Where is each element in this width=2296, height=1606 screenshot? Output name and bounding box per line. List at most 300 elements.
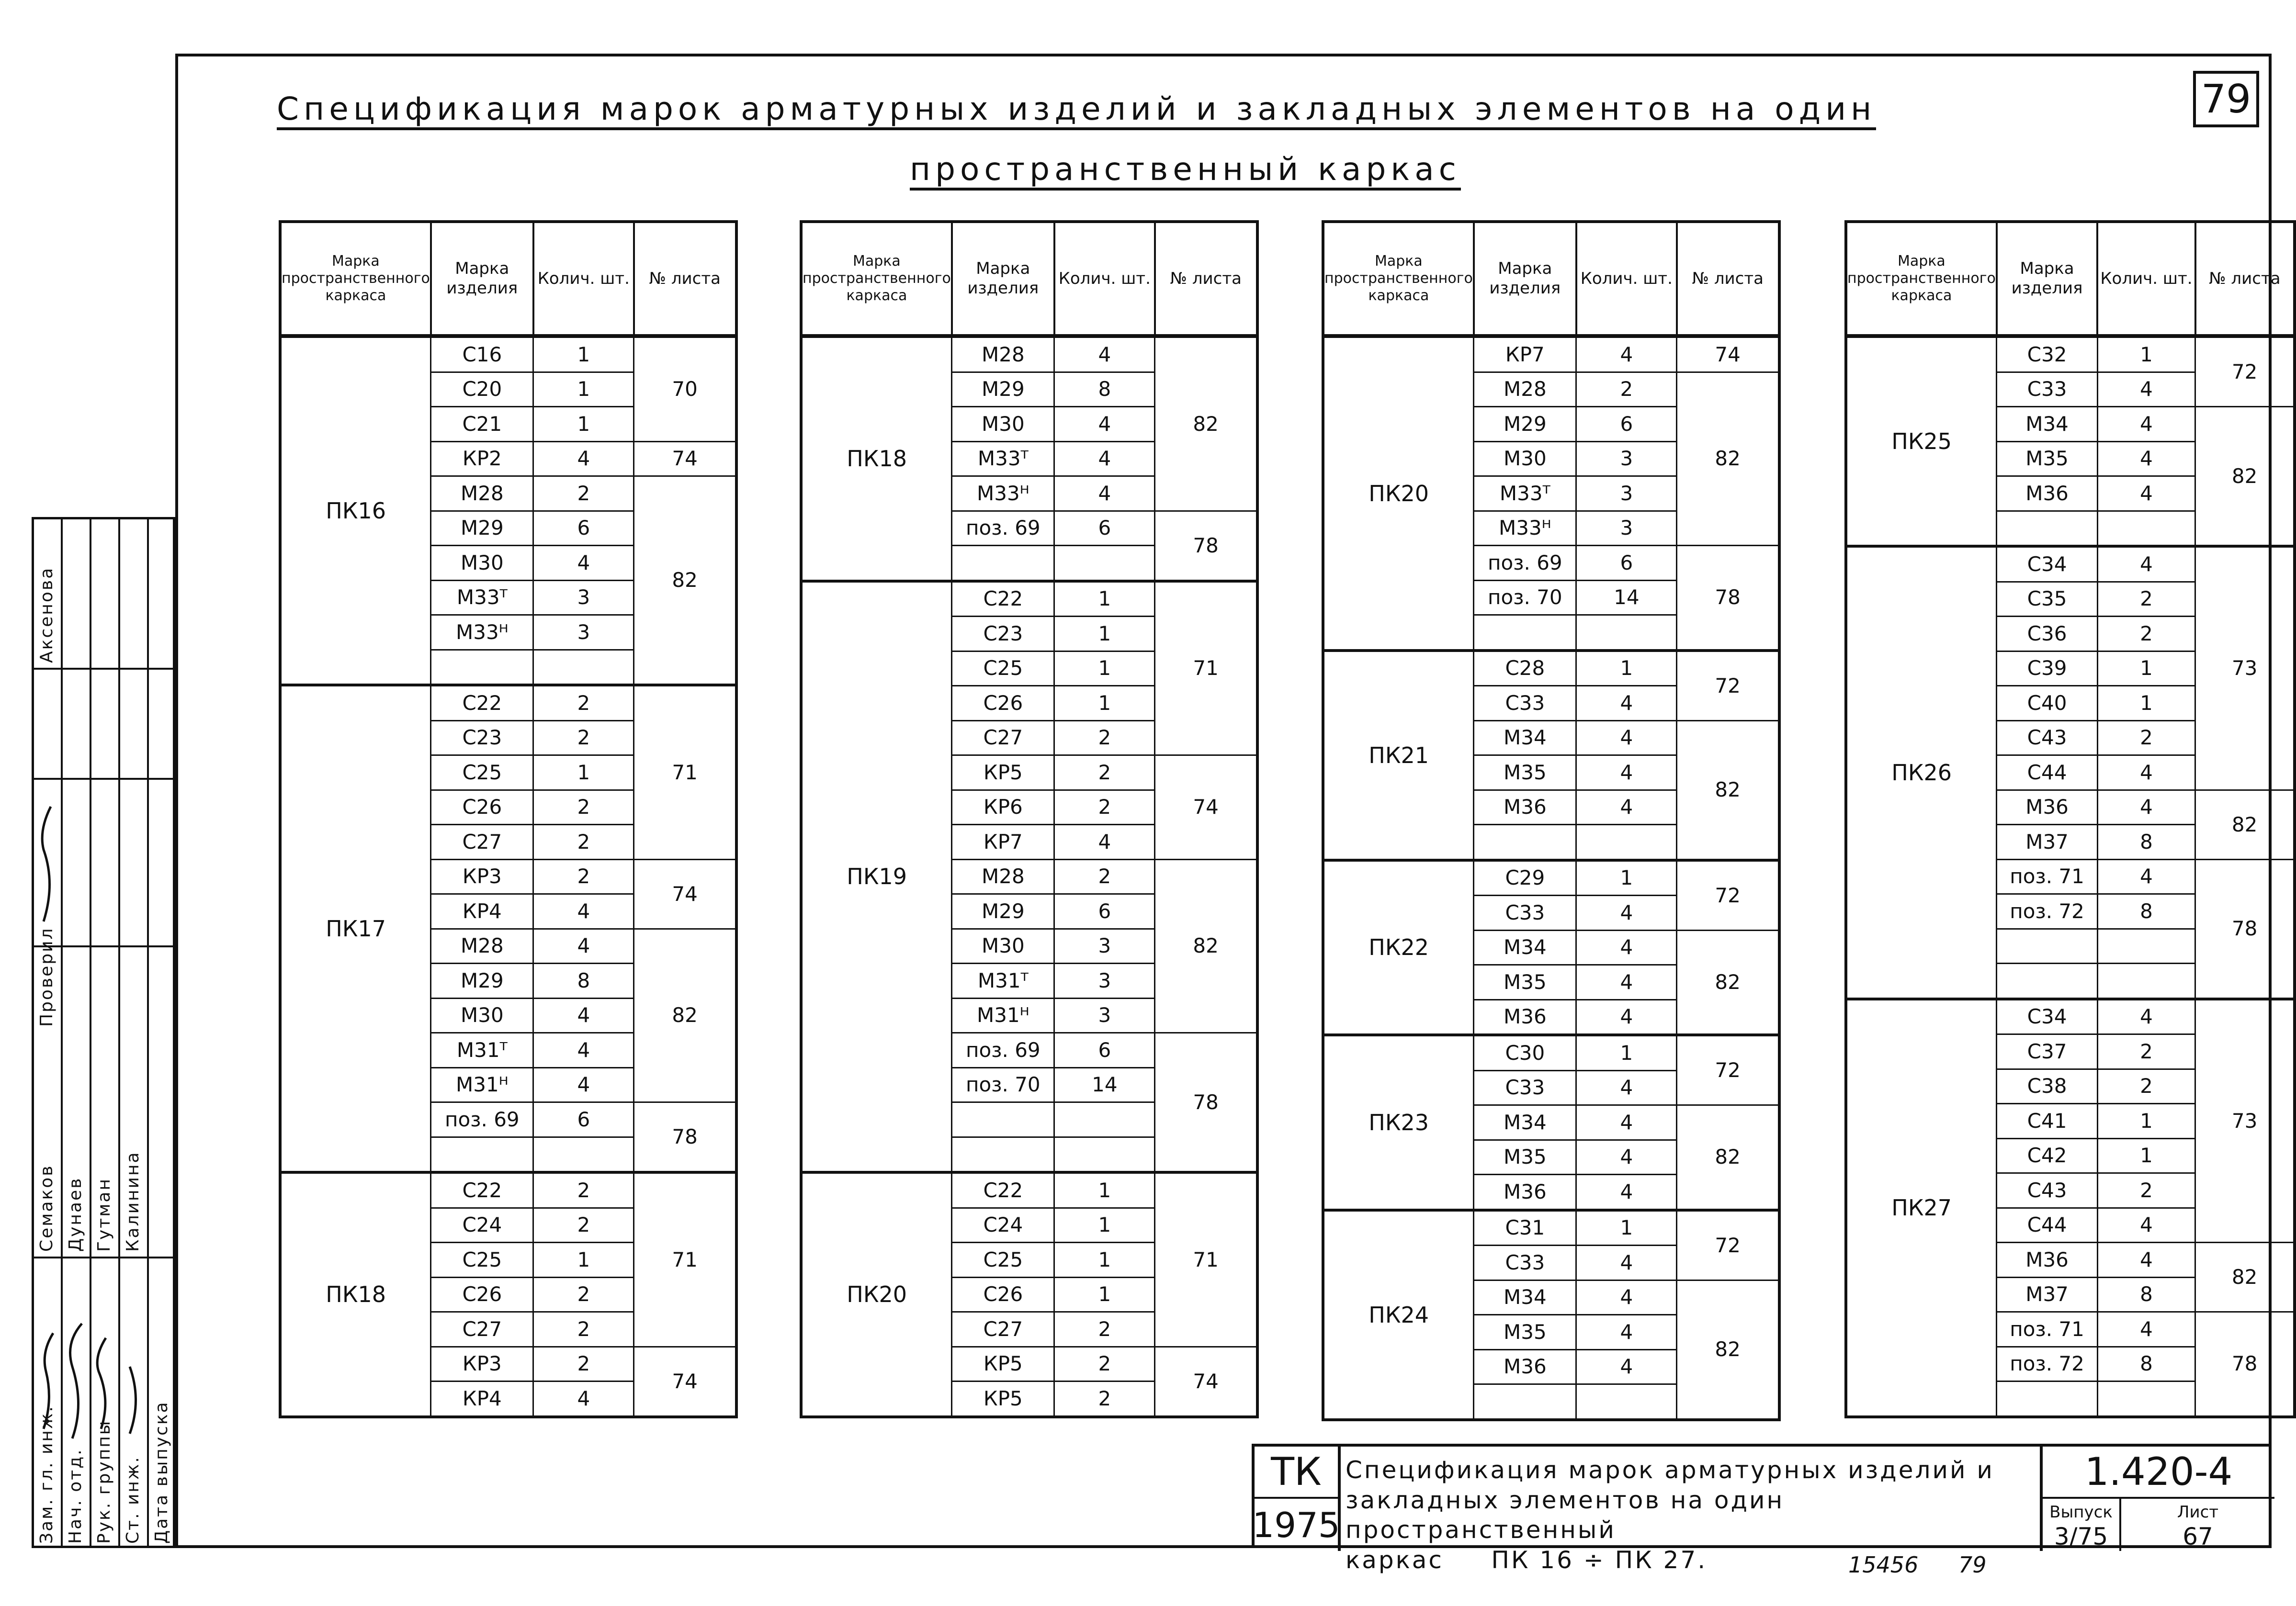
stamp-year: 1975 [1255,1499,1341,1551]
spec-table-2 [1322,220,1781,1421]
item-mark-cell [431,650,533,685]
quantity-cell: 2 [533,859,634,894]
table-row [1846,546,2295,582]
item-mark-cell: КР5 [952,1347,1054,1381]
table-row [1323,336,1779,372]
sheet-number-cell: 71 [1155,1172,1257,1347]
quantity-cell: 4 [1576,1140,1677,1175]
quantity-cell: 3 [1054,964,1155,999]
quantity-cell: 4 [1576,1349,1677,1384]
header-col3: № листа [634,222,736,336]
item-mark-cell: поз. 69 [952,1033,1054,1068]
item-mark-cell: М28 [431,929,533,964]
quantity-cell: 1 [1054,617,1155,651]
item-mark-cell: М29 [431,511,533,546]
item-mark-cell: С37 [1997,1034,2097,1069]
quantity-cell: 8 [2097,825,2195,860]
stamp-text-line-1: Спецификация марок арматурных изделий и [1346,1456,1994,1484]
item-mark-cell: М31ᴴ [431,1067,533,1102]
title-line-1: Спецификация марок арматурных изделий и закладных элементов на один [277,91,1876,130]
quantity-cell: 1 [1054,1208,1155,1243]
item-mark-cell: М33ᵀ [431,580,533,615]
item-mark-cell [1997,1381,2097,1417]
item-mark-cell: С34 [1997,999,2097,1034]
quantity-cell: 3 [1576,511,1677,546]
quantity-cell: 4 [1576,1280,1677,1315]
header-col2: Колич. шт. [1576,222,1677,336]
sheet-number-cell: 82 [1677,930,1779,1035]
item-mark-cell: С33 [1474,896,1576,931]
item-mark-cell: С38 [1997,1069,2097,1104]
item-mark-cell: С24 [431,1208,533,1243]
quantity-cell [2097,964,2195,999]
item-mark-cell: С22 [431,1172,533,1208]
item-mark-cell [952,1137,1054,1172]
header-col0: Марка пространственного каркаса [1323,222,1474,336]
frame-mark-cell: ПК18 [801,336,952,581]
item-mark-cell: М35 [1474,755,1576,790]
stamp-issue [2040,1499,2121,1551]
item-mark-cell: М29 [952,372,1054,407]
quantity-cell: 8 [1054,372,1155,407]
sheet-number-cell: 78 [634,1102,736,1173]
item-mark-cell: С25 [431,1243,533,1278]
quantity-cell: 2 [533,1347,634,1381]
quantity-cell [1054,546,1155,581]
quantity-cell: 1 [533,755,634,790]
frame-mark-cell: ПК19 [801,581,952,1173]
quantity-cell: 2 [2097,1173,2195,1208]
quantity-cell: 6 [1054,894,1155,929]
item-mark-cell: С26 [431,790,533,825]
sheet-number-cell: 82 [2195,1243,2295,1312]
quantity-cell: 6 [1576,407,1677,442]
sheet-number-cell: 82 [634,929,736,1102]
quantity-cell: 1 [2097,336,2195,372]
quantity-cell: 4 [533,1033,634,1068]
item-mark-cell: М35 [1474,1140,1576,1175]
sheet-number-cell: 82 [2195,790,2295,859]
header-col2: Колич. шт. [1054,222,1155,336]
item-mark-cell: С40 [1997,686,2097,721]
quantity-cell: 8 [2097,894,2195,929]
quantity-cell: 3 [1576,476,1677,511]
item-mark-cell: С25 [431,755,533,790]
item-mark-cell [1474,1384,1576,1420]
quantity-cell: 3 [533,580,634,615]
item-mark-cell: поз. 69 [1474,546,1576,581]
table-row [280,336,736,372]
item-mark-cell: С31 [1474,1210,1576,1246]
quantity-cell: 4 [1576,686,1677,721]
quantity-cell: 2 [533,1172,634,1208]
quantity-cell [533,650,634,685]
sheet-number-cell: 74 [1677,336,1779,372]
quantity-cell: 4 [1576,336,1677,372]
item-mark-cell: С16 [431,336,533,372]
frame-mark-cell: ПК20 [1323,336,1474,651]
table-row [1323,860,1779,896]
quantity-cell: 1 [2097,1138,2195,1173]
item-mark-cell: М36 [1997,476,2097,511]
sheet-number-cell: 72 [2195,336,2295,407]
item-mark-cell: М29 [431,964,533,999]
sheet-number-cell: 71 [634,685,736,859]
handwritten-signatures-icon [34,519,173,1549]
quantity-cell: 4 [2097,372,2195,407]
quantity-cell: 1 [2097,1104,2195,1139]
quantity-cell: 4 [2097,755,2195,790]
item-mark-cell: С41 [1997,1104,2097,1139]
quantity-cell: 4 [2097,1208,2195,1243]
item-mark-cell: КР5 [952,755,1054,790]
quantity-cell: 1 [533,336,634,372]
quantity-cell: 1 [1576,860,1677,896]
quantity-cell: 2 [1054,859,1155,894]
item-mark-cell: поз. 70 [1474,580,1576,615]
quantity-cell: 3 [533,615,634,650]
header-col2: Колич. шт. [533,222,634,336]
sheet-number-cell: 73 [2195,546,2295,790]
quantity-cell: 1 [2097,651,2195,686]
quantity-cell: 2 [533,1208,634,1243]
sheet-number-cell: 82 [1155,336,1257,511]
quantity-cell: 3 [1054,929,1155,964]
item-mark-cell: поз. 70 [952,1067,1054,1102]
item-mark-cell: КР7 [1474,336,1576,372]
quantity-cell: 2 [2097,617,2195,651]
item-mark-cell: С33 [1474,1246,1576,1280]
quantity-cell: 4 [1576,790,1677,825]
quantity-cell [2097,929,2195,964]
frame-mark-cell: ПК16 [280,336,431,685]
item-mark-cell: М30 [952,929,1054,964]
footer-number-1: 15456 [1848,1552,1919,1578]
quantity-cell [2097,511,2195,546]
frame-mark-cell: ПК20 [801,1172,952,1417]
quantity-cell: 2 [1054,755,1155,790]
quantity-cell: 4 [1576,1246,1677,1280]
header-col2: Колич. шт. [2097,222,2195,336]
name-label-3: Калинина [123,1151,143,1252]
quantity-cell: 4 [1054,336,1155,372]
item-mark-cell: КР3 [431,1347,533,1381]
header-col3: № листа [1155,222,1257,336]
item-mark-cell: С27 [431,1312,533,1347]
item-mark-cell: С44 [1997,755,2097,790]
item-mark-cell: М35 [1997,441,2097,476]
item-mark-cell [431,1137,533,1172]
sheet-number-cell: 82 [2195,407,2295,547]
spec-table-1 [800,220,1259,1418]
quantity-cell: 4 [533,998,634,1033]
item-mark-cell [952,546,1054,581]
item-mark-cell: С35 [1997,582,2097,617]
item-mark-cell: С32 [1997,336,2097,372]
name-label-2: Гутман [94,1178,114,1252]
quantity-cell: 14 [1576,580,1677,615]
stamp-issue-label: Выпуск [2049,1503,2113,1522]
item-mark-cell: поз. 71 [1997,859,2097,894]
item-mark-cell: М28 [952,859,1054,894]
sheet-number-cell: 82 [1677,372,1779,546]
quantity-cell: 4 [1576,1175,1677,1210]
frame-mark-cell: ПК27 [1846,999,1997,1417]
item-mark-cell: М31ᵀ [431,1033,533,1068]
quantity-cell: 4 [533,1067,634,1102]
table-row [1846,999,2295,1034]
quantity-cell: 4 [2097,1243,2195,1278]
sheet-number-cell: 72 [1677,1210,1779,1280]
quantity-cell: 4 [1054,407,1155,442]
frame-mark-cell: ПК23 [1323,1035,1474,1210]
stamp-sheet [2121,1499,2274,1551]
quantity-cell: 4 [1576,896,1677,931]
stamp-issue-value: 3/75 [2054,1522,2108,1550]
item-mark-cell [952,1102,1054,1137]
table-row [1323,1035,1779,1070]
sheet-number-cell: 74 [1155,755,1257,860]
quantity-cell: 3 [1576,441,1677,476]
quantity-cell: 2 [533,790,634,825]
item-mark-cell: М31ᵀ [952,964,1054,999]
frame-mark-cell: ПК22 [1323,860,1474,1035]
item-mark-cell: М28 [431,476,533,511]
quantity-cell: 1 [1054,686,1155,721]
table-row [801,336,1257,372]
table-row [801,581,1257,617]
item-mark-cell: С24 [952,1208,1054,1243]
quantity-cell: 6 [533,1102,634,1137]
quantity-cell: 4 [2097,999,2195,1034]
stamp-text-line-3: каркас ПК 16 ÷ ПК 27. [1346,1546,1708,1574]
spec-table-3 [1844,220,2296,1418]
quantity-cell: 4 [1054,476,1155,511]
quantity-cell: 4 [1576,1070,1677,1105]
quantity-cell: 2 [533,720,634,755]
header-col1: Марка изделия [431,222,533,336]
quantity-cell: 2 [2097,720,2195,755]
frame-mark-cell: ПК24 [1323,1210,1474,1420]
stamp-description [1346,1455,2035,1575]
item-mark-cell: М28 [1474,372,1576,407]
stamp-code: 1.420-4 [2040,1447,2274,1499]
item-mark-cell [1997,964,2097,999]
item-mark-cell: М29 [1474,407,1576,442]
item-mark-cell: М34 [1474,1105,1576,1140]
quantity-cell: 2 [1054,1312,1155,1347]
table-row [1846,336,2295,372]
quantity-cell: 2 [533,1312,634,1347]
item-mark-cell: С22 [952,1172,1054,1208]
quantity-cell: 4 [2097,1312,2195,1347]
item-mark-cell: М35 [1474,1315,1576,1350]
item-mark-cell: М36 [1997,1243,2097,1278]
table-row [1323,1210,1779,1246]
item-mark-cell: М30 [431,998,533,1033]
sheet-number-cell: 70 [634,336,736,441]
sheet-number-cell: 82 [1677,1280,1779,1420]
quantity-cell: 1 [533,1243,634,1278]
quantity-cell: 3 [1054,998,1155,1033]
quantity-cell: 1 [533,407,634,442]
quantity-cell [1054,1137,1155,1172]
quantity-cell: 4 [533,894,634,929]
item-mark-cell: поз. 71 [1997,1312,2097,1347]
quantity-cell: 8 [2097,1347,2195,1381]
item-mark-cell: М33ᴴ [431,615,533,650]
checked-label: Проверил [37,927,57,1027]
sheet-number-cell: 78 [1677,546,1779,651]
item-mark-cell: М37 [1997,825,2097,860]
sheet-number-cell: 72 [1677,860,1779,931]
quantity-cell: 4 [533,1381,634,1417]
item-mark-cell: М36 [1474,1349,1576,1384]
quantity-cell: 6 [533,511,634,546]
header-col0: Марка пространственного каркаса [280,222,431,336]
item-mark-cell: С33 [1997,372,2097,407]
item-mark-cell: М33ᵀ [1474,476,1576,511]
frame-mark-cell: ПК21 [1323,651,1474,860]
item-mark-cell: С26 [952,1277,1054,1312]
stamp-tk: ТК [1255,1447,1341,1499]
title-line-2: пространственный каркас [910,151,1461,191]
quantity-cell: 4 [1576,965,1677,1000]
item-mark-cell: М34 [1474,1280,1576,1315]
item-mark-cell: поз. 72 [1997,894,2097,929]
frame-mark-cell: ПК26 [1846,546,1997,999]
quantity-cell [2097,1381,2195,1417]
item-mark-cell: М33ᴴ [952,476,1054,511]
quantity-cell: 2 [533,685,634,720]
frame-mark-cell: ПК18 [280,1172,431,1417]
item-mark-cell: поз. 72 [1997,1347,2097,1381]
item-mark-cell: С26 [431,1277,533,1312]
stamp-sheet-label: Лист [2177,1503,2219,1522]
item-mark-cell [1997,511,2097,546]
sheet-number-box: 79 [2193,71,2259,127]
item-mark-cell: С22 [431,685,533,720]
role-label-0: Зам. гл. инж. [37,1405,57,1544]
item-mark-cell: КР6 [952,790,1054,825]
header-col1: Марка изделия [952,222,1054,336]
quantity-cell: 1 [1054,1277,1155,1312]
quantity-cell: 2 [2097,1069,2195,1104]
quantity-cell: 4 [1576,1105,1677,1140]
quantity-cell: 6 [1054,511,1155,546]
quantity-cell: 8 [533,964,634,999]
quantity-cell [533,1137,634,1172]
side-signature-block [32,517,175,1548]
quantity-cell: 4 [2097,407,2195,442]
quantity-cell: 1 [1054,581,1155,617]
sheet-number-cell: 73 [2195,999,2295,1243]
sheet-number-cell: 82 [1155,859,1257,1033]
role-label-4: Дата выпуска [152,1401,171,1544]
role-label-1: Нач. отд. [66,1448,85,1544]
frame-mark-cell: ПК17 [280,685,431,1172]
quantity-cell: 4 [1576,1315,1677,1350]
sheet-number-cell: 74 [1155,1347,1257,1417]
item-mark-cell: С25 [952,651,1054,686]
table-row [280,1172,736,1208]
quantity-cell: 1 [1054,1243,1155,1278]
item-mark-cell: КР4 [431,1381,533,1417]
quantity-cell: 2 [533,1277,634,1312]
item-mark-cell [1997,929,2097,964]
item-mark-cell [1474,615,1576,651]
quantity-cell: 2 [533,476,634,511]
item-mark-cell: М30 [952,407,1054,442]
sheet-number-cell: 78 [1155,1033,1257,1173]
item-mark-cell: М29 [952,894,1054,929]
quantity-cell: 2 [1576,372,1677,407]
sheet-number-cell: 74 [634,859,736,929]
item-mark-cell: М33ᴴ [1474,511,1576,546]
item-mark-cell: М28 [952,336,1054,372]
quantity-cell: 4 [2097,546,2195,582]
item-mark-cell: М30 [1474,441,1576,476]
sheet-number-cell: 82 [634,476,736,685]
item-mark-cell [1474,825,1576,860]
item-mark-cell: С33 [1474,1070,1576,1105]
item-mark-cell: М36 [1474,790,1576,825]
item-mark-cell: КР4 [431,894,533,929]
quantity-cell: 14 [1054,1067,1155,1102]
spec-table-0 [279,220,738,1418]
item-mark-cell: М36 [1474,1175,1576,1210]
item-mark-cell: М36 [1474,1000,1576,1035]
quantity-cell: 2 [1054,1381,1155,1417]
quantity-cell: 4 [2097,476,2195,511]
item-mark-cell: М37 [1997,1277,2097,1312]
quantity-cell: 4 [1054,825,1155,860]
sheet-number-cell: 71 [634,1172,736,1347]
quantity-cell [1576,1384,1677,1420]
quantity-cell: 2 [2097,582,2195,617]
quantity-cell: 4 [533,929,634,964]
item-mark-cell: КР5 [952,1381,1054,1417]
quantity-cell: 1 [1576,1035,1677,1070]
sheet-number-cell: 71 [1155,581,1257,755]
quantity-cell: 4 [1576,755,1677,790]
item-mark-cell: С21 [431,407,533,442]
item-mark-cell: С39 [1997,651,2097,686]
frame-mark-cell: ПК25 [1846,336,1997,546]
quantity-cell: 4 [533,546,634,581]
name-label-0: Семаков [37,1164,57,1252]
quantity-cell: 4 [1576,720,1677,755]
quantity-cell: 1 [1054,1172,1155,1208]
item-mark-cell: С20 [431,372,533,407]
item-mark-cell: М30 [431,546,533,581]
item-mark-cell: КР7 [952,825,1054,860]
quantity-cell [1054,1102,1155,1137]
item-mark-cell: С29 [1474,860,1576,896]
sheet-number-cell: 72 [1677,651,1779,721]
sheet-number-cell: 78 [2195,859,2295,999]
quantity-cell: 4 [533,441,634,476]
item-mark-cell: М33ᵀ [952,441,1054,476]
item-mark-cell: С27 [431,825,533,860]
item-mark-cell: М34 [1997,407,2097,442]
item-mark-cell: С23 [952,617,1054,651]
item-mark-cell: С42 [1997,1138,2097,1173]
item-mark-cell: КР2 [431,441,533,476]
item-mark-cell: поз. 69 [431,1102,533,1137]
quantity-cell: 4 [2097,859,2195,894]
item-mark-cell: М34 [1474,720,1576,755]
